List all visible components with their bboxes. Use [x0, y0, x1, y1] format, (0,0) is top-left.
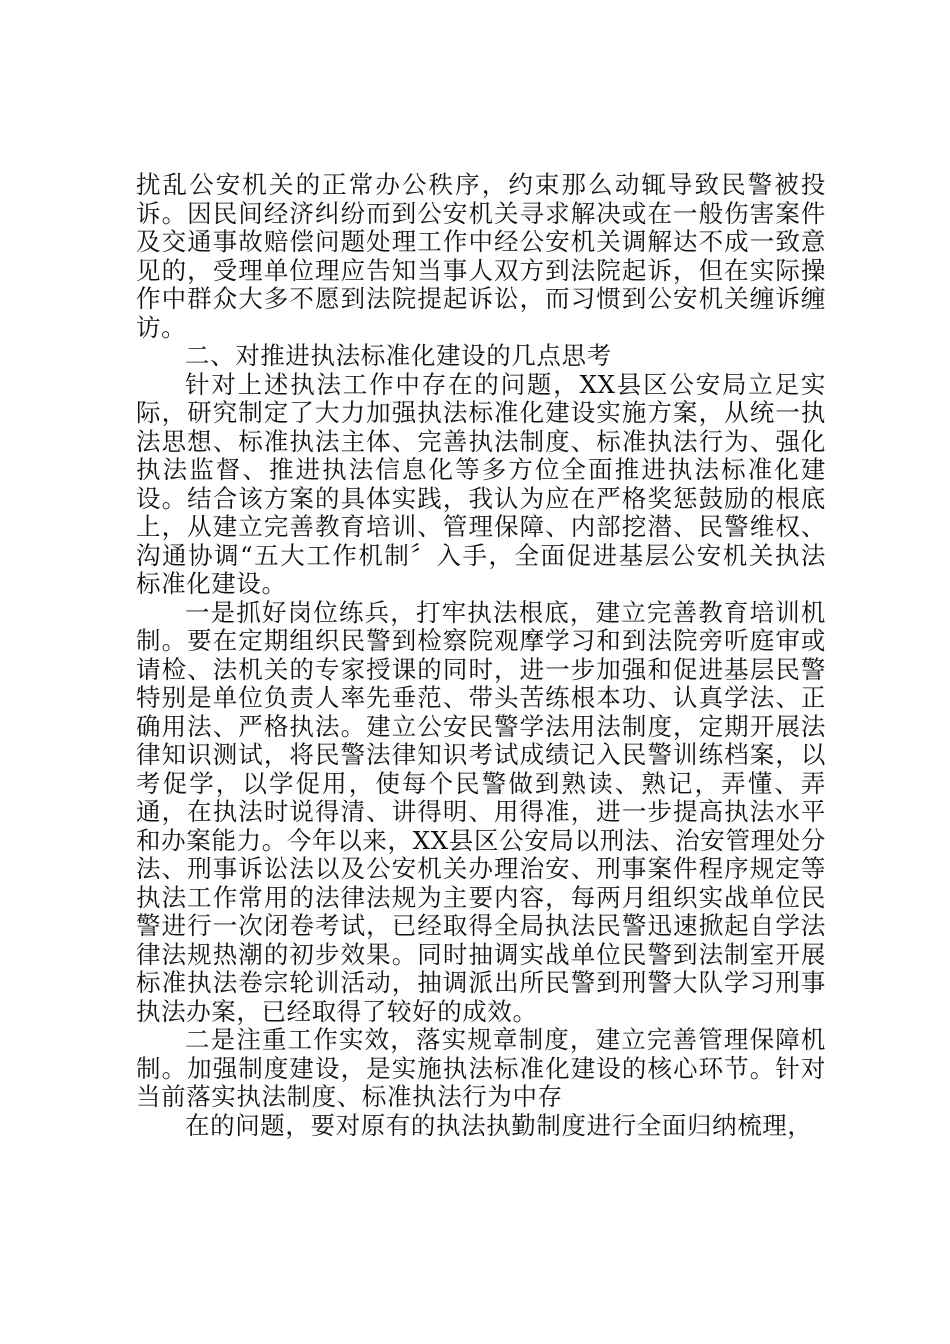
document-body: [136, 171, 826, 1140]
section-heading: 二、对推进执法标准化建设的几点思考: [185, 341, 612, 370]
paragraph-continuation: 扰乱公安机关的正常办公秩序，约束那么动辄导致民警被投诉。因民间经济纠纷而到公安机关寻求解决或在一般伤害案件及交通事故赔偿问题处理工作中经公安机关调解达不成一致意见的，受理单位理应告知当事人双方到法院起诉，但在实际操作中群众大多不愿到法院提起诉讼，而习惯到公安机关缠诉缠访。: [136, 170, 826, 342]
paragraph: 一是抓好岗位练兵，打牢执法根底，建立完善教育培训机制。要在定期组织民警到检察院观摩学习和到法院旁听庭审或请检、法机关的专家授课的同时，进一步加强和促进基层民警特别是单位负责人率先垂范、带头苦练根本功、认真学法、正确用法、严格执法。建立公安民警学法用法制度，定期开展法律知识测试，将民警法律知识考试成绩记入民警训练档案，以考促学，以学促用，使每个民警做到熟读、熟记，弄懂、弄通，在执法时说得清、讲得明、用得准，进一步提高执法水平和办案能力。今年以来，XX县区公安局以刑法、治安管理处分法、刑事诉讼法以及公安机关办理治安、刑事案件程序规定等执法工作常用的法律法规为主要内容，每两月组织实战单位民警进行一次闭卷考试，已经取得全局执法民警迅速掀起自学法律法规热潮的初步效果。同时抽调实战单位民警到法制室开展标准执法卷宗轮训活动，抽调派出所民警到刑警大队学习刑事执法办案，已经取得了较好的成效。: [136, 597, 826, 1026]
paragraph: 针对上述执法工作中存在的问题，XX县区公安局立足实际，研究制定了大力加强执法标准化建设实施方案，从统一执法思想、标准执法主体、完善执法制度、标准执法行为、强化执法监督、推进执法信息化等多方位全面推进执法标准化建设。结合该方案的具体实践，我认为应在严格奖惩鼓励的根底上，从建立完善教育培训、管理保障、内部挖潜、民警维权、沟通协调“五大工作机制〞入手，全面促进基层公安机关执法标准化建设。: [136, 369, 826, 598]
paragraph: 二是注重工作实效，落实规章制度，建立完善管理保障机制。加强制度建设，是实施执法标准化建设的核心环节。针对当前落实执法制度、标准执法行为中存: [136, 1025, 826, 1111]
paragraph: 在的问题，要对原有的执法执勤制度进行全面归纳梳理，: [185, 1110, 813, 1140]
